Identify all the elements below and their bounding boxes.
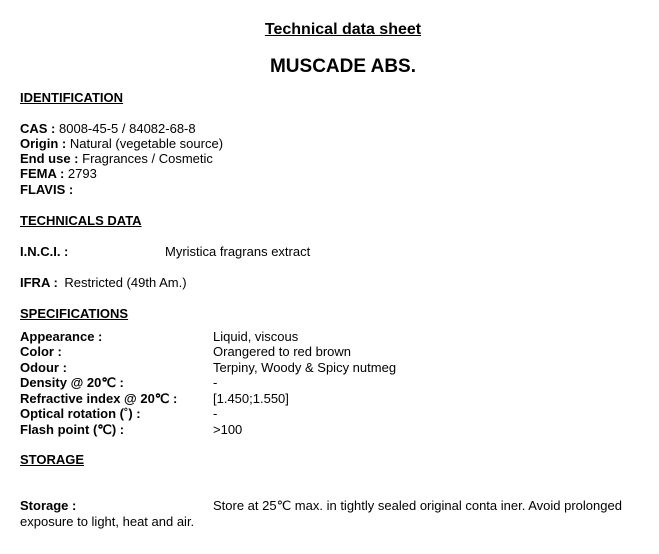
- fema-label: FEMA :: [20, 166, 65, 181]
- inci-label: I.N.C.I. :: [20, 244, 69, 259]
- flavis-row: [20, 182, 73, 197]
- technicals-heading: TECHNICALS DATA: [20, 213, 142, 228]
- origin-value: Natural (vegetable source): [69, 136, 224, 151]
- document-header: Technical data sheet: [264, 21, 422, 38]
- density-value: -: [213, 375, 218, 390]
- cas-label: CAS :: [20, 121, 56, 136]
- appearance-label: Appearance :: [20, 329, 103, 344]
- color-value: Orangered to red brown: [213, 344, 352, 359]
- storage-value-line2: exposure to light, heat and air.: [20, 514, 195, 529]
- color-label: Color :: [20, 344, 62, 359]
- ifra-value: Restricted (49th Am.): [64, 275, 187, 290]
- fema-row: [20, 166, 97, 181]
- storage-value-line1: Store at 25℃ max. in tightly sealed original conta iner. Avoid prolonged: [213, 498, 622, 513]
- optical-rotation-value: -: [213, 406, 218, 421]
- fema-value: 2793: [67, 166, 97, 181]
- appearance-value: Liquid, viscous: [213, 329, 299, 344]
- end-use-row: [20, 151, 213, 166]
- cas-row: [20, 121, 196, 136]
- product-name: MUSCADE ABS.: [269, 56, 417, 77]
- ifra-label: IFRA :: [20, 275, 58, 290]
- origin-label: Origin :: [20, 136, 67, 151]
- odour-label: Odour :: [20, 360, 67, 375]
- storage-label: Storage :: [20, 498, 77, 513]
- refractive-index-value: [1.450;1.550]: [213, 391, 289, 406]
- ifra-row: [20, 275, 187, 290]
- optical-rotation-label: Optical rotation (˚) :: [20, 406, 141, 421]
- density-label: Density @ 20℃ :: [20, 375, 124, 390]
- identification-heading: IDENTIFICATION: [20, 90, 124, 105]
- inci-value: Myristica fragrans extract: [165, 244, 311, 259]
- end-use-label: End use :: [20, 151, 79, 166]
- end-use-value: Fragrances / Cosmetic: [82, 151, 213, 166]
- odour-value: Terpiny, Woody & Spicy nutmeg: [213, 360, 397, 375]
- flash-point-value: >100: [213, 422, 243, 437]
- cas-value: 8008-45-5 / 84082-68-8: [59, 121, 196, 136]
- flash-point-label: Flash point (℃) :: [20, 422, 125, 437]
- origin-row: [20, 136, 223, 151]
- specifications-heading: SPECIFICATIONS: [20, 306, 129, 321]
- storage-heading: STORAGE: [20, 452, 85, 467]
- flavis-label: FLAVIS :: [20, 182, 74, 197]
- refractive-index-label: Refractive index @ 20℃ :: [20, 391, 178, 406]
